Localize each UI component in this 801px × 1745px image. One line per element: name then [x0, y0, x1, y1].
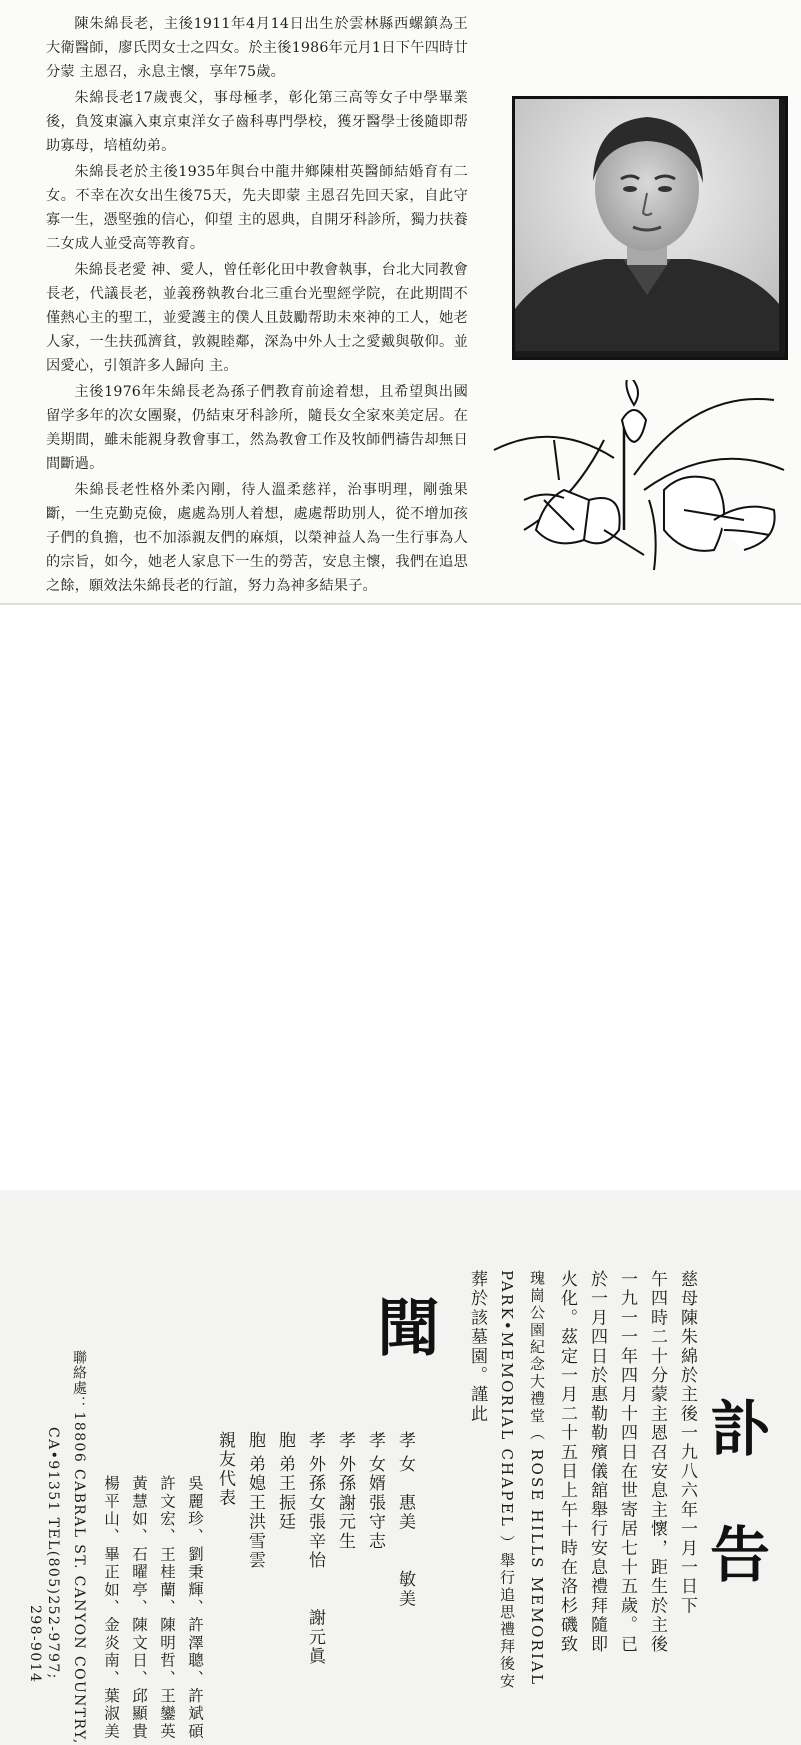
notice-heading: 聞 [367, 1295, 440, 1357]
mourner-6-names: 弟媳王洪雪雲 [245, 1455, 265, 1571]
contact-line-1: 聯絡處：18806 CABRAL ST. CANYON COUNTRY, [71, 1350, 87, 1745]
lily-illustration [484, 380, 790, 580]
announcement-line-5: 火化。茲定一月二十五日上午十時在洛杉磯致 [557, 1270, 577, 1654]
biography-paragraph-2: 朱綿長老17歲喪父，事母極孝，彰化第三高等女子中學畢業後，負笈東瀛入東京東洋女子齒科專門學校，獲牙醫學士後隨即帮助寡母，培植幼弟。 [46, 90, 468, 154]
notice-title-char-2: 告 [700, 1523, 770, 1583]
announcement-line-1: 慈母陳朱綿於主後一九八六年一月一日下 [677, 1270, 697, 1616]
friends-line-4: 楊平山、畢正如、金炎南、葉淑美 [102, 1475, 120, 1741]
portrait-photo [512, 96, 788, 360]
biography-paragraph-1: 陳朱綿長老，主後1911年4月14日出生於雲林縣西螺鎮為王大衛醫師，廖氏閃女士之四女。於主後1986年元月1日下午四時廿分蒙 主恩召，永息主懷，享年75歲。 [46, 16, 468, 80]
mourner-1-role: 孝 [395, 1431, 415, 1451]
contact-line-3: 298-9014 [27, 1605, 43, 1684]
announcement-line-3: 一九一一年四月十四日在世寄居七十五歲。已 [617, 1270, 637, 1654]
friends-line-1: 吳麗珍、劉秉輝、許澤聰、許斌碩 [186, 1475, 204, 1741]
announcement-line-7: PARK•MEMORIAL CHAPEL ）舉行追思禮拜後安 [498, 1270, 516, 1690]
mourner-2-names: 女婿張守志 [365, 1455, 385, 1551]
announcement-line-6: 瑰崗公園紀念大禮堂（ ROSE HILLS MEMORIAL [528, 1270, 546, 1687]
biography-paragraph-6: 朱綿長老性格外柔內剛，待人溫柔慈祥，治事明理，剛強果斷，一生克勤克儉，處處為別人着想，處處帮助別人，從不增加孩子們的負擔，也不加添親友們的麻煩，以榮神益人為一生行事為人的宗旨，如今，她老人家息下一生的勞苦，安息主懷，我們在追思之餘，願效法朱綿長老的行誼，努力為神多結果子。 [46, 482, 468, 594]
obituary-notice-page [0, 605, 801, 1745]
biography-paragraph-3: 朱綿長老於主後1935年與台中龍井鄉陳柑英醫師結婚育有二女。不幸在次女出生後75天，先夫即蒙 主恩召先回天家，自此守寡一生，憑堅強的信心，仰望 主的恩典，自開牙科診所，獨力扶養二女成人並受高等教育。 [46, 164, 468, 252]
mourner-4-names: 外孫女張辛怡 謝元眞 [305, 1455, 325, 1667]
friends-line-2: 許文宏、王桂蘭、陳明哲、王鑾英 [158, 1475, 176, 1741]
announcement-line-2: 午四時二十分蒙主恩召安息主懷，距生於主後 [647, 1270, 667, 1654]
biography-text [46, 12, 468, 600]
announcement-line-4: 於一月四日於惠勒勒殯儀舘舉行安息禮拜隨即 [587, 1270, 607, 1654]
biography-paragraph-4: 朱綿長老愛 神、愛人，曾任彰化田中教會執事，台北大同教會長老，代議長老，並義務執教台北三重台光聖經学院，在此期間不僅熱心主的聖工，並愛護主的僕人且鼓勵帮助未來神的工人，她老人家，一生扶孤濟貧，敦親睦鄰，深為中外人士之愛戴與敬仰。並因愛心，引領許多人歸向 主。 [46, 262, 468, 374]
friends-label: 親友代表 [215, 1431, 235, 1508]
mourner-6-role: 胞 [245, 1431, 265, 1451]
notice-title-char-1: 訃 [700, 1397, 770, 1457]
contact-line-2: CA•91351 TEL(805)252-9797; [45, 1427, 61, 1680]
memorial-biography-page [0, 0, 801, 605]
biography-paragraph-5: 主後1976年朱綿長老為孫子們教育前途着想，且希望與出國留学多年的次女團聚，仍結束牙科診所，隨長女全家來美定居。在美期間，雖未能親身教會事工，然為教會工作及牧師們禱告却無日間斷過。 [46, 384, 468, 472]
mourner-3-role: 孝 [335, 1431, 355, 1451]
mourner-3-names: 外孫謝元生 [335, 1455, 355, 1551]
announcement-line-8: 葬於該墓園。謹此 [467, 1270, 487, 1424]
mourner-1-names: 女 惠美 敏美 [395, 1455, 415, 1609]
friends-line-3: 黃慧如、石曜亭、陳文日、邱顯貴 [130, 1475, 148, 1741]
mourner-2-role: 孝 [365, 1431, 385, 1451]
mourner-5-names: 弟王振廷 [275, 1455, 295, 1532]
mourner-4-role: 孝 [305, 1431, 325, 1451]
mourner-5-role: 胞 [275, 1431, 295, 1451]
